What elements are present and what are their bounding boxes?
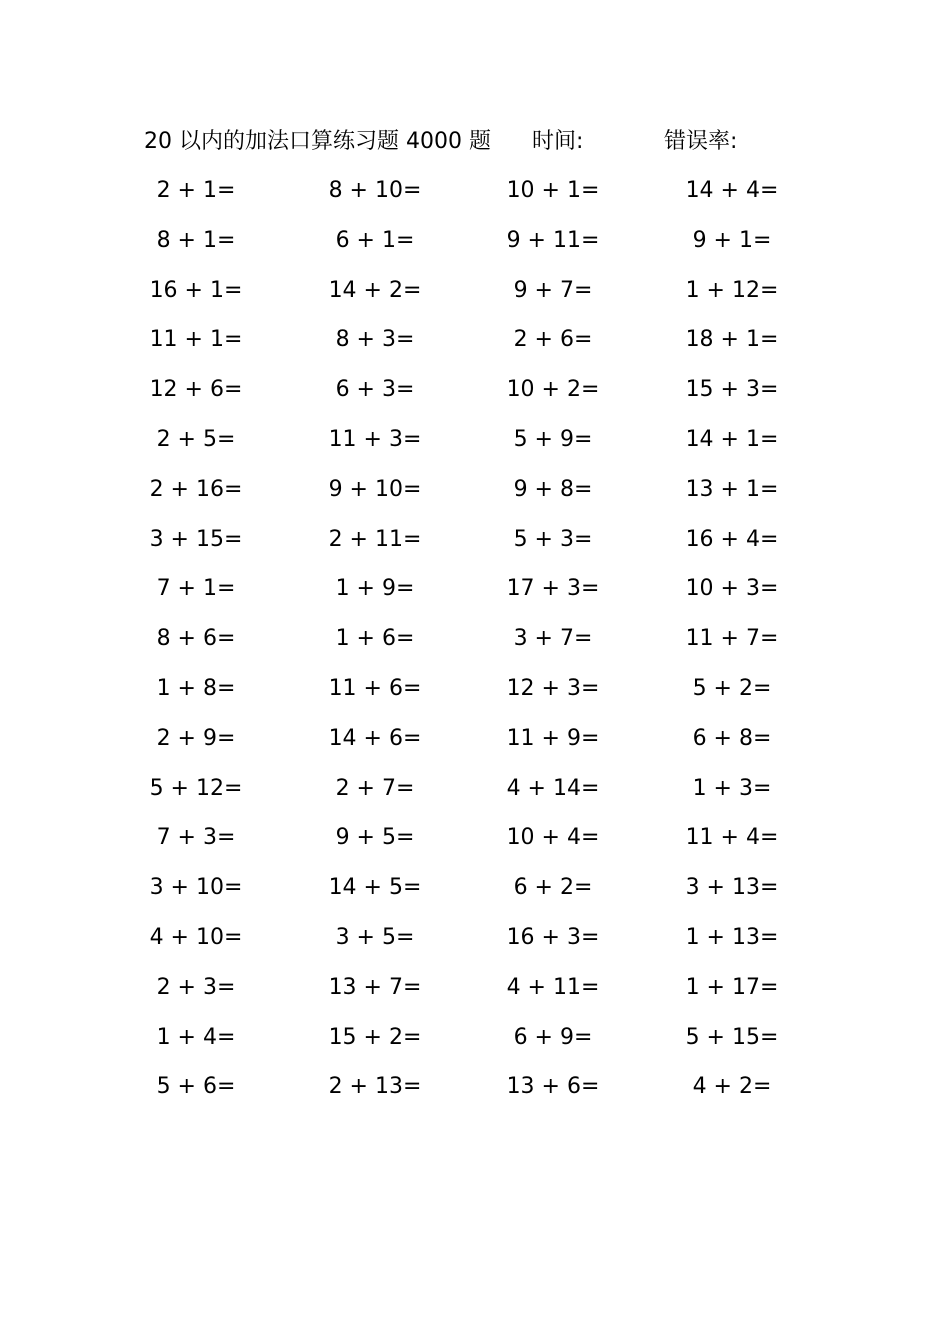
problem: 2 + 3=: [156, 974, 236, 1000]
problem: 3 + 10=: [149, 875, 243, 901]
problem: 9 + 5=: [335, 825, 415, 851]
problem: 3 + 15=: [149, 526, 243, 552]
problem: 6 + 8=: [692, 725, 772, 751]
problem: 5 + 2=: [692, 675, 772, 701]
problem: 11 + 3=: [328, 426, 422, 452]
problem-row: [0, 465, 950, 515]
problem: 17 + 3=: [506, 576, 600, 602]
problem: 10 + 1=: [506, 178, 600, 203]
problem: 13 + 1=: [685, 476, 779, 502]
problem: 2 + 6=: [513, 327, 593, 353]
problem: 16 + 4=: [685, 526, 779, 552]
problem: 2 + 1=: [156, 178, 236, 203]
problem: 9 + 10=: [328, 476, 422, 502]
problem: 11 + 6=: [328, 675, 422, 701]
problem: 1 + 9=: [335, 576, 415, 602]
problem-row: [0, 863, 950, 913]
problem: 1 + 8=: [156, 675, 236, 701]
problem-grid: [0, 166, 950, 1112]
problem-row: [0, 614, 950, 664]
problem: 9 + 11=: [506, 227, 600, 253]
problem: 15 + 2=: [328, 1024, 422, 1050]
problem-row: [0, 1062, 950, 1112]
problem: 12 + 3=: [506, 675, 600, 701]
problem: 10 + 2=: [506, 377, 600, 403]
error-rate-label: 错误率:: [664, 129, 738, 154]
problem: 11 + 1=: [149, 327, 243, 353]
problem: 13 + 7=: [328, 974, 422, 1000]
problem: 14 + 1=: [685, 426, 779, 452]
problem: 2 + 5=: [156, 426, 236, 452]
problem: 9 + 1=: [692, 227, 772, 253]
problem: 4 + 14=: [506, 775, 600, 801]
problem-row: [0, 515, 950, 565]
problem: 6 + 1=: [335, 227, 415, 253]
problem: 14 + 2=: [328, 277, 422, 303]
problem: 6 + 3=: [335, 377, 415, 403]
problem: 5 + 12=: [149, 775, 243, 801]
problem: 1 + 17=: [685, 974, 779, 1000]
problem-row: [0, 216, 950, 266]
problem: 5 + 6=: [156, 1074, 236, 1100]
problem-row: [0, 1013, 950, 1063]
problem: 7 + 1=: [156, 576, 236, 602]
problem: 7 + 3=: [156, 825, 236, 851]
problem: 6 + 9=: [513, 1024, 593, 1050]
problem: 11 + 7=: [685, 626, 779, 652]
problem: 1 + 4=: [156, 1024, 236, 1050]
problem: 12 + 6=: [149, 377, 243, 403]
problem: 18 + 1=: [685, 327, 779, 353]
problem-row: [0, 764, 950, 814]
problem: 1 + 3=: [692, 775, 772, 801]
problem: 1 + 12=: [685, 277, 779, 303]
problem: 5 + 15=: [685, 1024, 779, 1050]
problem-row: [0, 365, 950, 415]
problem: 8 + 1=: [156, 227, 236, 253]
problem-row: [0, 913, 950, 963]
problem: 11 + 4=: [685, 825, 779, 851]
problem: 2 + 13=: [328, 1074, 422, 1100]
problem-row: [0, 266, 950, 316]
worksheet-header: [0, 124, 950, 160]
problem-row: [0, 415, 950, 465]
problem: 8 + 10=: [328, 178, 422, 203]
worksheet-title: 20 以内的加法口算练习题 4000 题: [144, 129, 491, 154]
problem: 8 + 3=: [335, 327, 415, 353]
problem: 3 + 13=: [685, 875, 779, 901]
problem: 2 + 16=: [149, 476, 243, 502]
problem: 10 + 4=: [506, 825, 600, 851]
problem: 14 + 6=: [328, 725, 422, 751]
problem: 5 + 3=: [513, 526, 593, 552]
problem-row: [0, 714, 950, 764]
problem: 16 + 3=: [506, 924, 600, 950]
problem-row: [0, 564, 950, 614]
problem: 16 + 1=: [149, 277, 243, 303]
problem: 14 + 5=: [328, 875, 422, 901]
problem: 5 + 9=: [513, 426, 593, 452]
time-label: 时间:: [532, 129, 584, 154]
problem: 9 + 7=: [513, 277, 593, 303]
problem: 15 + 3=: [685, 377, 779, 403]
problem: 13 + 6=: [506, 1074, 600, 1100]
problem: 6 + 2=: [513, 875, 593, 901]
problem: 2 + 7=: [335, 775, 415, 801]
problem-row: [0, 813, 950, 863]
problem: 2 + 11=: [328, 526, 422, 552]
problem-row: [0, 315, 950, 365]
problem: 4 + 10=: [149, 924, 243, 950]
problem-row: [0, 166, 950, 216]
problem: 4 + 2=: [692, 1074, 772, 1100]
problem: 1 + 13=: [685, 924, 779, 950]
problem-row: [0, 963, 950, 1013]
problem: 9 + 8=: [513, 476, 593, 502]
problem: 4 + 11=: [506, 974, 600, 1000]
problem-row: [0, 664, 950, 714]
problem: 10 + 3=: [685, 576, 779, 602]
problem: 2 + 9=: [156, 725, 236, 751]
problem: 3 + 5=: [335, 924, 415, 950]
problem: 14 + 4=: [685, 178, 779, 203]
problem: 11 + 9=: [506, 725, 600, 751]
problem: 3 + 7=: [513, 626, 593, 652]
problem: 1 + 6=: [335, 626, 415, 652]
problem: 8 + 6=: [156, 626, 236, 652]
